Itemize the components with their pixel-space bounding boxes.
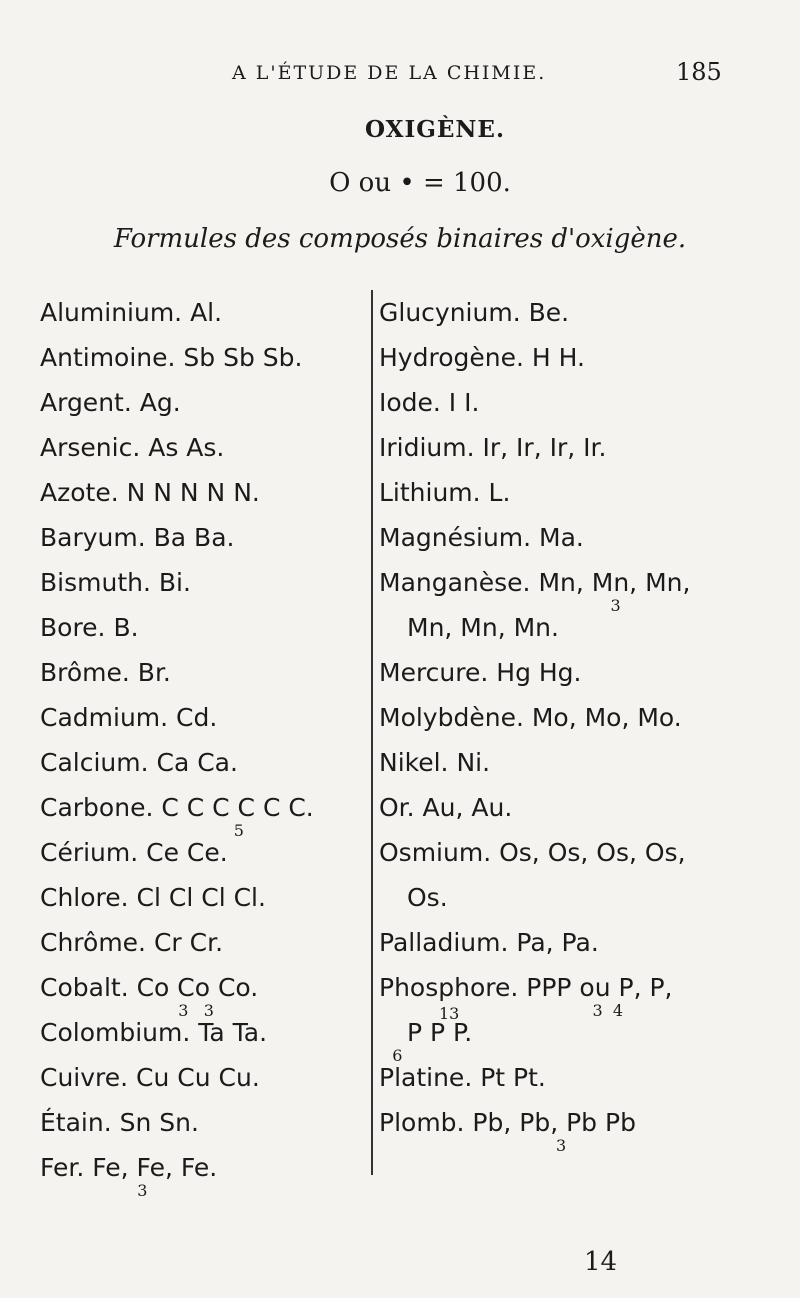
formula-row	[379, 515, 796, 560]
formula-text: Osmium. Os, Os, Os, Os,	[379, 838, 686, 867]
formula-text: Antimoine. Sb Sb Sb.	[40, 343, 303, 372]
formula-text: Molybdène. Mo, Mo, Mo.	[379, 703, 682, 732]
subscript-index: 3	[610, 596, 621, 615]
formula-text: Mercure. Hg Hg.	[379, 658, 582, 687]
formula-row	[40, 515, 360, 560]
formula-row	[379, 1100, 796, 1155]
formula-text: Cuivre. Cu Cu Cu.	[40, 1063, 260, 1092]
subscript-index: 3 4	[592, 1001, 624, 1020]
superscript-index: 13	[439, 1004, 460, 1023]
page-number: 185	[676, 58, 722, 86]
formula-row	[379, 290, 796, 335]
formula-text: Cobalt. Co Co Co.	[40, 973, 259, 1002]
formula-row	[40, 965, 360, 1020]
formula-row	[40, 1100, 360, 1145]
formula-row	[379, 560, 796, 615]
formula-text: Cadmium. Cd.	[40, 703, 218, 732]
equivalence-line: O ou • = 100.	[329, 168, 511, 198]
formula-row	[379, 335, 796, 380]
formula-row	[379, 1055, 796, 1100]
formula-row	[40, 1010, 360, 1055]
formula-text: Colombium. Ta Ta.	[40, 1018, 268, 1047]
formula-text: Plomb. Pb, Pb, Pb Pb	[379, 1108, 636, 1137]
formula-row	[40, 875, 360, 920]
subscript-index: 3	[137, 1181, 148, 1200]
formula-text: Palladium. Pa, Pa.	[379, 928, 599, 957]
formula-text: Chlore. Cl Cl Cl Cl.	[40, 883, 266, 912]
formula-text: Bismuth. Bi.	[40, 568, 191, 597]
formula-row	[379, 380, 796, 425]
formula-row	[379, 470, 796, 515]
formula-text: Bore. B.	[40, 613, 139, 642]
section-title: OXIGÈNE.	[365, 116, 505, 143]
formula-row	[40, 650, 360, 695]
formula-row	[40, 740, 360, 785]
formula-row	[40, 380, 360, 425]
formula-text: Mn, Mn, Mn.	[407, 613, 559, 642]
formula-text: Or. Au, Au.	[379, 793, 513, 822]
formula-row	[40, 920, 360, 965]
table-subtitle: Formules des composés binaires d'oxigène.	[113, 224, 687, 254]
formula-row	[40, 560, 360, 605]
signature-mark: 14	[584, 1247, 618, 1277]
formula-row	[40, 605, 360, 650]
formula-row	[40, 1145, 360, 1200]
formula-row	[379, 695, 796, 740]
subscript-index: 3 3	[178, 1001, 214, 1020]
formula-row	[379, 740, 796, 785]
formula-row	[40, 830, 360, 875]
formula-text: Azote. N N N N N.	[40, 478, 260, 507]
formula-row	[379, 605, 796, 650]
formula-row	[40, 470, 360, 515]
formula-row	[40, 695, 360, 740]
formula-text: Arsenic. As As.	[40, 433, 225, 462]
subscript-index: 3	[555, 1136, 567, 1155]
formula-text: Aluminium. Al.	[40, 298, 223, 327]
left-formula-column	[40, 290, 360, 1200]
formula-text: Étain. Sn Sn.	[40, 1108, 199, 1137]
formula-text: Chrôme. Cr Cr.	[40, 928, 224, 957]
formula-row	[379, 785, 796, 830]
formula-text: Glucynium. Be.	[379, 298, 570, 327]
formula-text: Fer. Fe, Fe, Fe.	[40, 1153, 218, 1182]
formula-row	[379, 650, 796, 695]
formula-text: Hydrogène. H H.	[379, 343, 585, 372]
formula-row	[379, 920, 796, 965]
formula-text: Cérium. Ce Ce.	[40, 838, 228, 867]
formula-text: Lithium. L.	[379, 478, 511, 507]
running-title: A L'ÉTUDE DE LA CHIMIE.	[232, 62, 547, 84]
formula-text: Nikel. Ni.	[379, 748, 491, 777]
formula-row	[40, 425, 360, 470]
subscript-index: 6	[392, 1046, 403, 1065]
formula-text: Iridium. Ir, Ir, Ir, Ir.	[379, 433, 607, 462]
formula-text: Platine. Pt Pt.	[379, 1063, 546, 1092]
formula-text: P P P.	[407, 1018, 473, 1047]
formula-row	[379, 830, 796, 875]
formula-text: Carbone. C C C C C C.	[40, 793, 314, 822]
formula-text: Iode. I I.	[379, 388, 480, 417]
formula-row	[40, 335, 360, 380]
formula-row	[379, 875, 796, 920]
formula-text: Magnésium. Ma.	[379, 523, 584, 552]
formula-row	[40, 785, 360, 840]
formula-row	[379, 1004, 796, 1065]
formula-text: Argent. Ag.	[40, 388, 181, 417]
formula-text: Brôme. Br.	[40, 658, 171, 687]
formula-text: Phosphore. PPP ou P, P,	[379, 973, 673, 1002]
formula-row	[40, 290, 360, 335]
formula-text: Baryum. Ba Ba.	[40, 523, 235, 552]
formula-text: Os.	[407, 883, 448, 912]
formula-text: Calcium. Ca Ca.	[40, 748, 238, 777]
formula-row	[379, 425, 796, 470]
formula-text: Manganèse. Mn, Mn, Mn,	[379, 568, 691, 597]
right-formula-column	[371, 290, 796, 1175]
formula-row	[40, 1055, 360, 1100]
subscript-index: 5	[233, 821, 244, 840]
